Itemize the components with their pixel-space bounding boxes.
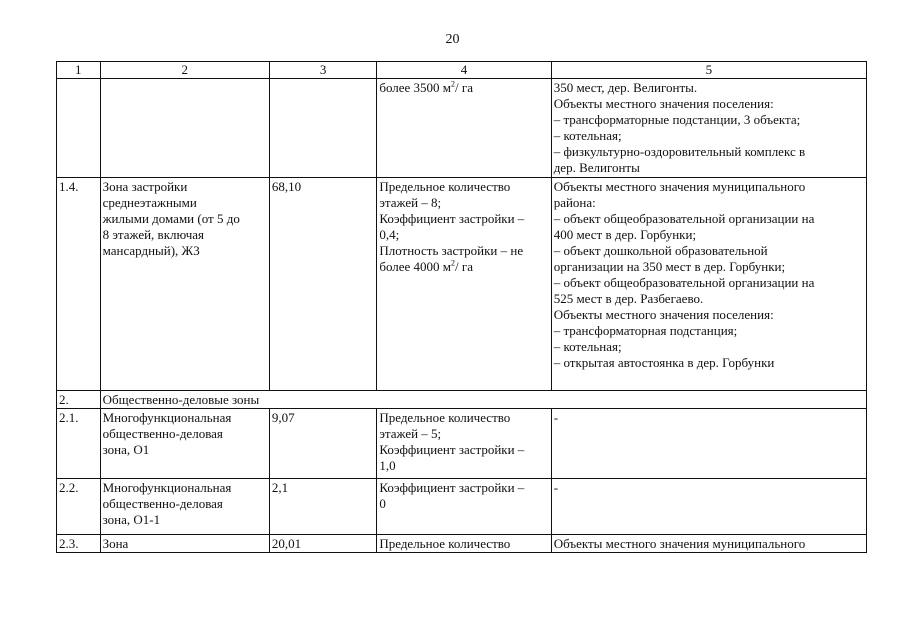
zone-objects [551,479,866,535]
param-line: Коэффициент застройки – [379,442,525,457]
object-line: - [553,480,559,495]
object-line: Объекты местного значения муниципального [553,536,806,551]
zone-params [377,535,551,553]
param-line: Предельное количество [379,536,511,551]
name-line: Зона [102,536,129,551]
row-number: 2.1. [57,409,101,479]
name-line: жилыми домами (от 5 до [102,211,240,226]
zone-area: 20,01 [269,535,376,553]
zone-objects [551,79,866,178]
name-line: общественно-деловая [102,496,223,511]
table-row [57,409,867,479]
object-line: – объект общеобразовательной организации на [553,275,815,290]
object-line: – объект дошкольной образовательной [553,243,768,258]
zone-params [377,409,551,479]
object-line: – котельная; [553,339,622,354]
page-number: 20 [445,32,460,47]
name-line: мансардный), Ж3 [102,243,200,258]
object-line: – объект общеобразовательной организации на [553,211,815,226]
table-row [57,79,867,178]
header-col-3: 3 [269,62,376,79]
zoning-table [56,61,867,553]
row-number [57,79,101,178]
param-line: Предельное количество [379,410,511,425]
name-line: Зона застройки [102,179,188,194]
row-number: 2.2. [57,479,101,535]
object-line: – трансформаторные подстанции, 3 объекта; [553,112,801,127]
zone-name [100,535,269,553]
object-line: – открытая автостоянка в дер. Горбунки [553,355,775,370]
object-line: Объекты местного значения поселения: [553,307,774,322]
object-line: – котельная; [553,128,622,143]
table-row [57,178,867,391]
object-line: организации на 350 мест в дер. Горбунки; [553,259,786,274]
header-col-4: 4 [377,62,551,79]
param-line: Плотность застройки – не [379,243,524,258]
zone-area: 2,1 [269,479,376,535]
zone-area: 9,07 [269,409,376,479]
zone-name [100,409,269,479]
zone-objects [551,178,866,391]
header-row [57,62,867,79]
name-line: Многофункциональная [102,410,232,425]
param-line: 1,0 [379,458,396,473]
param-line: Предельное количество [379,179,511,194]
zone-objects [551,409,866,479]
zone-params [377,79,551,178]
name-line: Многофункциональная [102,480,232,495]
name-line: зона, О1 [102,442,150,457]
header-col-1: 1 [57,62,101,79]
zone-params [377,479,551,535]
table-row [57,479,867,535]
param-line: Коэффициент застройки – [379,211,525,226]
param-line: более 4000 $м^2/$ га [379,258,473,274]
name-line: 8 этажей, включая [102,227,205,242]
object-line: 350 мест, дер. Велигонты. [553,80,698,95]
param-line: этажей – 8; [379,195,442,210]
param-line: 0,4; [379,227,400,242]
row-number: 2. [57,391,101,409]
row-number: 2.3. [57,535,101,553]
table-row [57,535,867,553]
object-line: района: [553,195,596,210]
header-col-2: 2 [100,62,269,79]
object-line: – физкультурно-оздоровительный комплекс в [553,144,806,159]
header-col-5: 5 [551,62,866,79]
zone-name [100,79,269,178]
zone-area [269,79,376,178]
param-line: Коэффициент застройки – [379,480,525,495]
section-title: Общественно-деловые зоны [100,391,866,409]
object-line: Объекты местного значения муниципального [553,179,806,194]
zone-params [377,178,551,391]
row-number: 1.4. [57,178,101,391]
param-line: более 3500 $м^2/$ га [379,79,473,95]
zone-objects [551,535,866,553]
object-line: 400 мест в дер. Горбунки; [553,227,697,242]
object-line: – трансформаторная подстанция; [553,323,738,338]
object-line: 525 мест в дер. Разбегаево. [553,291,704,306]
name-line: общественно-деловая [102,426,223,441]
zone-name [100,178,269,391]
object-line: Объекты местного значения поселения: [553,96,774,111]
name-line: зона, О1-1 [102,512,161,527]
zone-area: 68,10 [269,178,376,391]
section-row [57,391,867,409]
object-line: дер. Велигонты [553,160,640,175]
param-line: 0 [379,496,386,511]
param-line: этажей – 5; [379,426,442,441]
object-line: - [553,410,559,425]
zone-name [100,479,269,535]
name-line: среднеэтажными [102,195,197,210]
